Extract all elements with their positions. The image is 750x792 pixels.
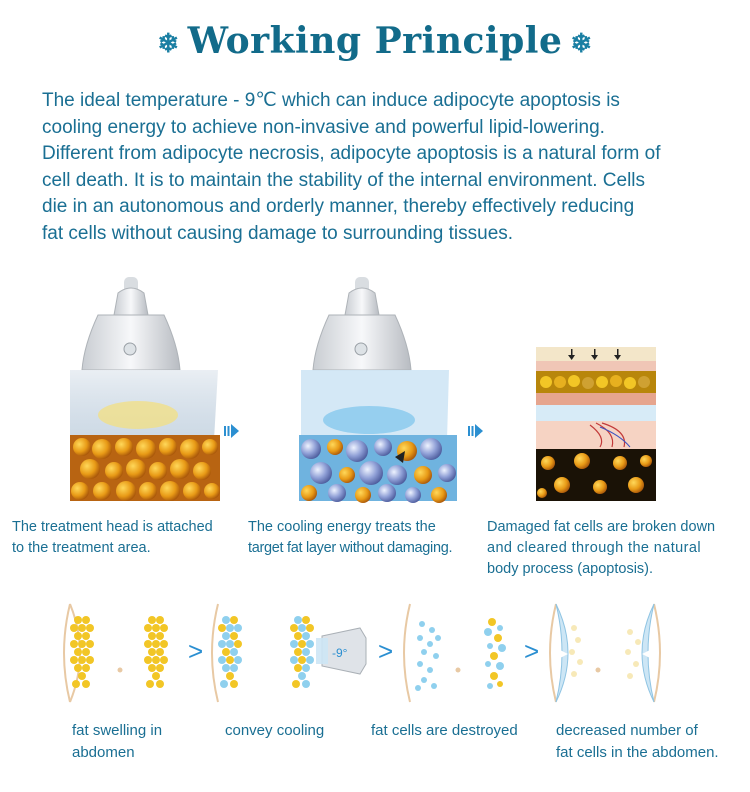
step-2-caption [248, 517, 478, 559]
intro-line: The ideal temperature - 9℃ which can induce adipocyte apoptosis is [42, 90, 620, 111]
label-line: convey cooling [225, 722, 325, 739]
caption-line: body process (apoptosis). [487, 561, 654, 577]
intro-line: cell death. It is to maintain the stability of the internal environment. Cells [42, 169, 646, 191]
label-line: fat cells in the abdomen. [556, 744, 719, 761]
intro-line: Different from adipocyte necrosis, adipocyte apoptosis is a natural form of [42, 143, 661, 164]
label-line: decreased number of [556, 722, 698, 739]
fat-reduction-process-diagram [60, 598, 700, 708]
svg-text:>: > [524, 636, 540, 666]
arrow-right-icon [468, 422, 484, 440]
step-1-caption [12, 517, 247, 559]
label-line: fat cells are destroyed [371, 722, 518, 739]
process-stage-swelling [64, 604, 168, 702]
intro-line: cooling energy to achieve non-invasive and powerful lipid-lowering. [42, 116, 605, 138]
page-title-text: Working Principle [187, 20, 563, 62]
step-3-caption [487, 517, 747, 580]
process-label-decreased [556, 720, 719, 764]
label-line: fat swelling in [72, 722, 163, 739]
page-title [0, 20, 750, 62]
caption-line: to the treatment area. [12, 540, 151, 556]
caption-line: target fat layer without damaging. [248, 540, 453, 556]
temperature-label: -9° [332, 646, 348, 660]
stage-cooling-illustration [297, 275, 465, 503]
stage-apoptosis-illustration [530, 343, 662, 503]
svg-text:>: > [378, 636, 394, 666]
process-stage-cooling [212, 604, 366, 702]
intro-line: die in an autonomous and orderly manner, thereby effectively reducing [42, 196, 635, 217]
caption-line: The cooling energy treats the [248, 519, 436, 535]
process-stage-decreased [550, 604, 660, 702]
fat-cell-cluster [71, 438, 220, 501]
caption-line: Damaged fat cells are broken down [487, 519, 716, 535]
snowflake-icon: ❄ [157, 29, 180, 59]
intro-line: fat cells without causing damage to surrounding tissues. [42, 222, 514, 244]
snowflake-icon: ❄ [570, 29, 593, 59]
process-label-cooling [225, 720, 324, 742]
arrow-right-icon [224, 422, 240, 440]
process-label-destroyed [371, 720, 518, 742]
intro-paragraph [42, 88, 732, 247]
svg-text:>: > [188, 636, 204, 666]
process-label-swelling [72, 720, 162, 764]
process-stage-destroyed [404, 604, 506, 702]
caption-line: The treatment head is attached [12, 519, 213, 535]
stage-attach-illustration [68, 275, 228, 503]
label-line: abdomen [72, 744, 135, 761]
caption-line: and cleared through the natural [487, 540, 701, 556]
